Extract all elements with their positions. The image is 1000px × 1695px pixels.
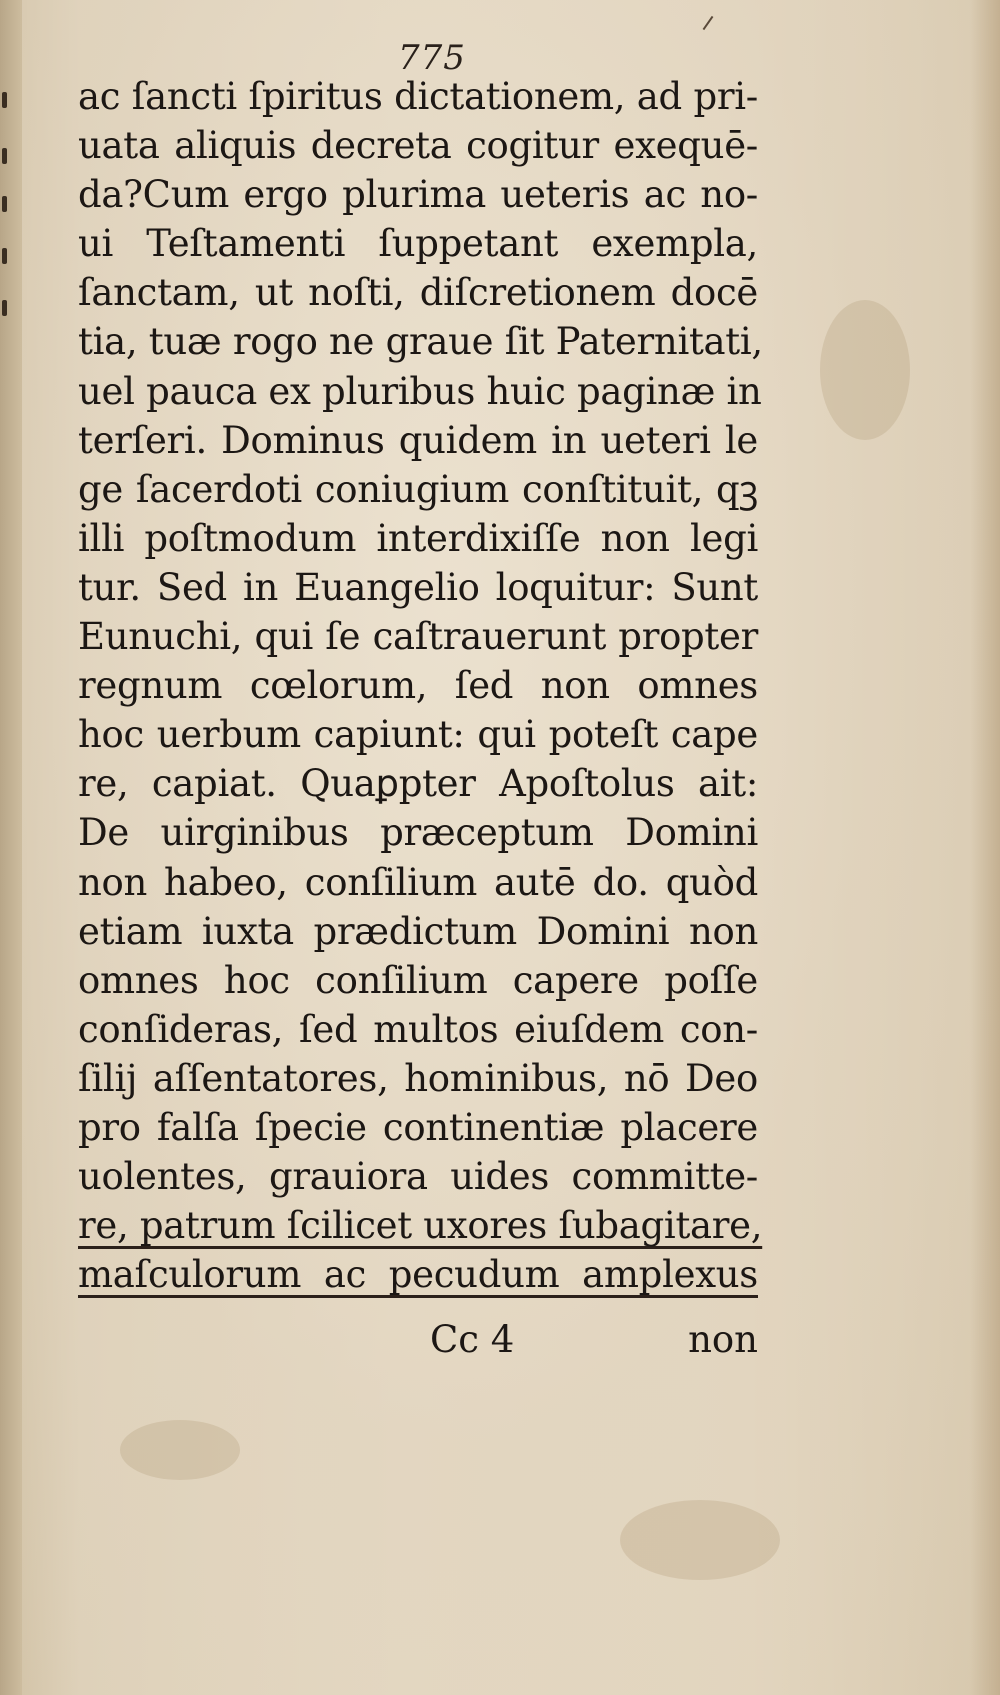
signature-mark: Cc 4 xyxy=(430,1318,515,1361)
text-line: ge ſacerdoti coniugium conſtituit, qꝫ xyxy=(78,467,758,511)
text-line: terſeri. Dominus quidem in ueteri le xyxy=(78,418,758,462)
text-line: ui Teſtamenti ſuppetant exempla, xyxy=(78,222,758,266)
text-line: hoc uerbum capiunt: qui poteſt cape xyxy=(78,713,758,757)
stitch-mark xyxy=(2,92,7,108)
stitch-mark xyxy=(2,300,7,316)
stitch-mark xyxy=(2,196,7,212)
page-edge-shadow xyxy=(970,0,1000,1695)
text-line: ac ſancti ſpiritus dictationem, ad pri- xyxy=(78,75,758,118)
text-line: pro falſa ſpecie continentiæ placere xyxy=(78,1105,758,1149)
foxing-stain xyxy=(820,300,910,440)
text-line: Eunuchi, qui ſe caſtrauerunt propter xyxy=(78,615,758,659)
underlined-text-line: re, patrum ſcilicet uxores ſubagitare, xyxy=(78,1204,763,1248)
binding-gutter xyxy=(0,0,22,1695)
text-line: regnum cœlorum, ſed non omnes xyxy=(78,664,758,708)
text-line: tur. Sed in Euangelio loquitur: Sunt xyxy=(78,565,758,609)
text-line: De uirginibus præceptum Domini xyxy=(78,811,758,855)
text-line: ſanctam, ut noſti, diſcretionem docē xyxy=(78,271,758,315)
text-line: uolentes, grauiora uides committe- xyxy=(78,1155,758,1199)
text-line: uata aliquis decreta cogitur exequē- xyxy=(78,124,758,168)
text-line: non habeo, conſilium autē do. quòd xyxy=(78,860,758,904)
body-text xyxy=(78,72,763,1299)
text-line: re, capiat. Quaꝑpter Apoſtolus ait: xyxy=(78,762,758,806)
foxing-stain xyxy=(620,1500,780,1580)
text-line: da?Cum ergo plurima ueteris ac no- xyxy=(78,173,758,217)
stitch-mark xyxy=(2,248,7,264)
text-line: uel pauca ex pluribus huic paginæ in xyxy=(78,369,762,413)
text-line: ſilij aſſentatores, hominibus, nō Deo xyxy=(78,1056,758,1100)
text-line: conſideras, ſed multos eiuſdem con- xyxy=(78,1007,758,1051)
page-footer xyxy=(78,1318,758,1370)
underlined-text-line: maſculorum ac pecudum amplexus xyxy=(78,1253,758,1297)
ink-mark xyxy=(703,16,714,30)
text-line: illi poſtmodum interdixiſſe non legi xyxy=(78,516,758,560)
stitch-mark xyxy=(2,148,7,164)
foxing-stain xyxy=(120,1420,240,1480)
catchword: non xyxy=(688,1318,758,1361)
text-line: etiam iuxta prædictum Domini non xyxy=(78,909,758,953)
page-number: 775 xyxy=(398,38,466,78)
text-line: omnes hoc conſilium capere poſſe xyxy=(78,958,758,1002)
text-line: tia, tuæ rogo ne graue ſit Paternitati, xyxy=(78,320,763,364)
